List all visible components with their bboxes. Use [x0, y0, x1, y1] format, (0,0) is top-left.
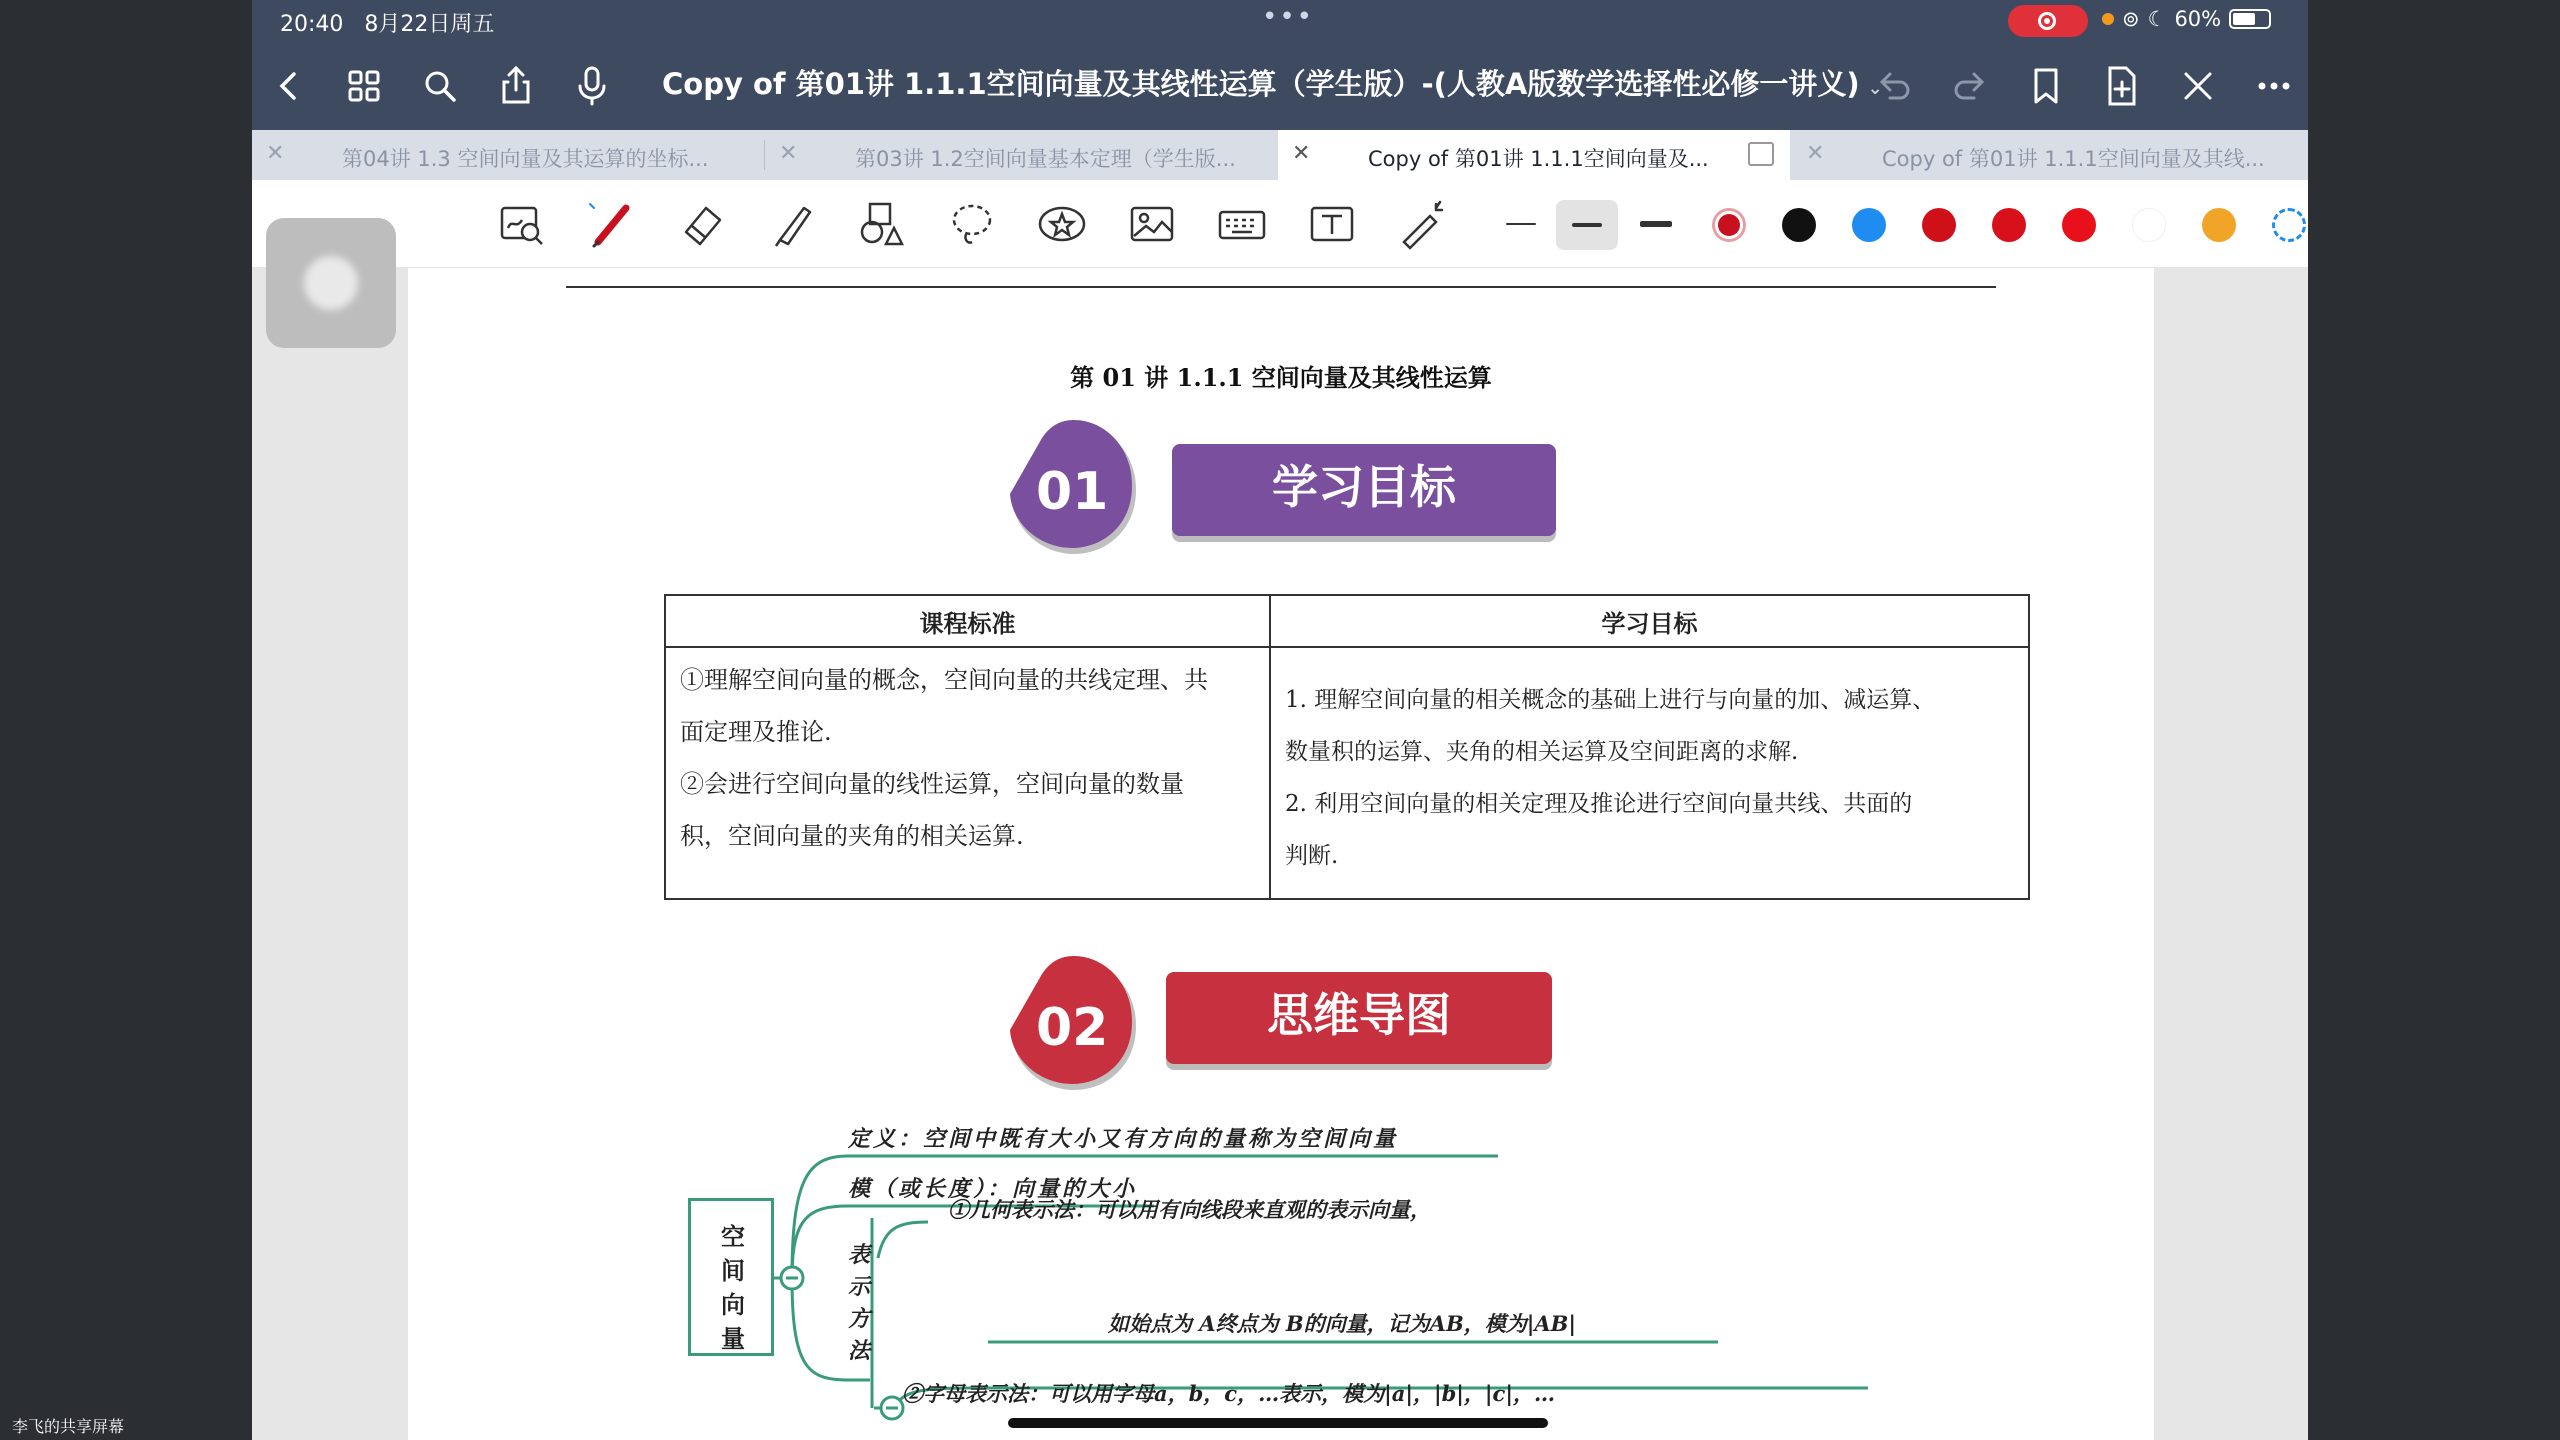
repr-char: 表: [848, 1242, 871, 1268]
cell-line: ①理解空间向量的概念，空间向量的共线定理、共: [680, 666, 1208, 694]
section-01-number: 01: [1036, 462, 1109, 522]
mind-map-geometric-method: ①几何表示法：可以用有向线段来直观的表示向量，: [948, 1197, 1431, 1222]
more-icon[interactable]: [2250, 62, 2298, 110]
split-view-icon[interactable]: [1748, 142, 1774, 166]
color-swatch-black[interactable]: [1782, 208, 1816, 242]
battery-percent: 60%: [2174, 7, 2222, 31]
section-02-number: 02: [1036, 998, 1109, 1058]
highlighter-icon[interactable]: [766, 198, 818, 250]
document-title-text: Copy of 第01讲 1.1.1空间向量及其线性运算（学生版）-(人教A版数学选择性必修一讲义): [662, 67, 1860, 101]
document-title[interactable]: [662, 62, 1883, 103]
mind-map-modulus: 模（或长度）：向量的大小: [848, 1176, 1138, 1202]
root-char: 空: [721, 1222, 745, 1251]
pen-tool-icon[interactable]: [586, 198, 638, 250]
tab-lesson-01-copy[interactable]: ✕ Copy of 第01讲 1.1.1空间向量及其线...: [1806, 141, 2265, 171]
laser-pointer-icon[interactable]: [1396, 198, 1448, 250]
table-cell-learning-goal: [1270, 647, 2029, 899]
grid-view-icon[interactable]: [340, 62, 388, 110]
color-swatch-blue[interactable]: [1852, 208, 1886, 242]
repr-char: 示: [848, 1274, 871, 1300]
mind-map-root: [688, 1198, 774, 1356]
color-swatch-red-3[interactable]: [1992, 208, 2026, 242]
table-header: 课程标准: [665, 595, 1270, 647]
screen-recording-indicator[interactable]: [2008, 5, 2088, 37]
drawing-tools-bar: [252, 180, 2308, 268]
header-rule: [566, 286, 1996, 288]
bookmark-icon[interactable]: [2022, 62, 2070, 110]
root-char: 量: [721, 1324, 745, 1353]
share-icon[interactable]: [492, 62, 540, 110]
tab-lesson-03[interactable]: ✕ 第03讲 1.2空间向量基本定理（学生版...: [779, 141, 1236, 171]
color-picker-icon[interactable]: [2272, 208, 2306, 242]
table-row: [665, 647, 2029, 899]
back-chevron-icon[interactable]: [264, 62, 312, 110]
keyboard-icon[interactable]: [1216, 198, 1268, 250]
link-icon: ⊚: [2122, 7, 2140, 31]
mind-map-letter-method: ②字母表示法：可以用字母a，b，c，…表示，模为|a|，|b|，|c|，…: [902, 1381, 1555, 1406]
eraser-icon[interactable]: [676, 198, 728, 250]
color-swatch-red-2[interactable]: [1922, 208, 1956, 242]
table-header-row: [665, 595, 2029, 647]
mind-map-geometric-example: 如始点为 A终点为 B的向量，记为AB，模为|AB|: [1108, 1311, 1577, 1336]
moon-icon: ☾: [2147, 7, 2167, 31]
ipad-screen: [252, 0, 2308, 1440]
tab-active-lesson-01[interactable]: ✕ Copy of 第01讲 1.1.1空间向量及...: [1278, 130, 1790, 180]
cell-line: 数量积的运算、夹角的相关运算及空间距离的求解.: [1285, 739, 1799, 765]
cell-line: 积，空间向量的夹角的相关运算.: [680, 822, 1024, 850]
home-indicator[interactable]: [1008, 1418, 1548, 1428]
stroke-thick[interactable]: [1640, 221, 1672, 227]
cell-line: 1. 理解空间向量的相关概念的基础上进行与向量的加、减运算、: [1285, 687, 1936, 713]
cell-line: 2. 利用空间向量的相关定理及推论进行空间向量共线、共面的: [1285, 791, 1913, 817]
status-time: 20:40 8月22日周五: [280, 12, 495, 37]
learning-goals-table: [664, 594, 2030, 900]
shapes-icon[interactable]: [856, 198, 908, 250]
color-swatch-orange[interactable]: [2202, 208, 2236, 242]
text-box-icon[interactable]: [1306, 198, 1358, 250]
app-toolbar: [252, 42, 2308, 130]
status-bar: [252, 0, 2308, 42]
lesson-title: 第 01 讲 1.1.1 空间向量及其线性运算: [1070, 363, 1492, 392]
add-page-icon[interactable]: [2098, 62, 2146, 110]
close-icon[interactable]: ✕: [779, 141, 798, 166]
root-char: 向: [721, 1290, 745, 1319]
section-01-title: 学习目标: [1272, 460, 1456, 514]
color-swatch-red-4[interactable]: [2062, 208, 2096, 242]
close-icon[interactable]: ✕: [1292, 141, 1311, 166]
color-swatch-red-selected[interactable]: [1712, 208, 1746, 242]
image-icon[interactable]: [1126, 198, 1178, 250]
tab-lesson-04[interactable]: ✕ 第04讲 1.3 空间向量及其运算的坐标...: [266, 141, 709, 171]
document-tab-bar: [252, 130, 2308, 180]
mind-map-definition: 定义：空间中既有大小又有方向的量称为空间向量: [848, 1126, 1399, 1152]
document-page: [408, 268, 2154, 1440]
cell-line: 面定理及推论.: [680, 718, 832, 746]
section-02-title: 思维导图: [1267, 988, 1451, 1042]
lasso-icon[interactable]: [946, 198, 998, 250]
cell-line: 判断.: [1285, 843, 1339, 869]
microphone-icon[interactable]: [568, 62, 616, 110]
screen-share-watermark: 李飞的共享屏幕: [12, 1417, 125, 1436]
table-cell-curriculum-standard: [665, 647, 1270, 899]
stroke-thin[interactable]: [1506, 223, 1536, 225]
search-icon[interactable]: [416, 62, 464, 110]
stroke-medium-selected[interactable]: [1556, 200, 1618, 250]
root-char: 间: [721, 1256, 745, 1285]
close-icon[interactable]: ✕: [1806, 141, 1825, 166]
repr-char: 法: [848, 1338, 871, 1364]
undo-icon[interactable]: [1867, 62, 1918, 110]
record-icon: [2038, 12, 2056, 30]
section-02-banner: [1166, 972, 1552, 1064]
mind-map: [688, 1108, 1988, 1440]
mic-in-use-dot: [2102, 13, 2114, 25]
status-indicators: [2102, 7, 2271, 31]
sticker-icon[interactable]: [1036, 198, 1088, 250]
assistive-touch-button[interactable]: [266, 218, 396, 348]
table-header: 学习目标: [1270, 595, 2029, 647]
color-swatch-white[interactable]: [2132, 208, 2166, 242]
zoom-window-icon[interactable]: [496, 198, 548, 250]
multitask-dots[interactable]: •••: [1262, 2, 1315, 32]
cell-line: ②会进行空间向量的线性运算，空间向量的数量: [680, 770, 1184, 798]
repr-char: 方: [848, 1306, 871, 1332]
battery-icon: [2229, 9, 2271, 29]
pen-off-icon[interactable]: [2174, 62, 2222, 110]
redo-icon[interactable]: [1946, 62, 1994, 110]
close-icon[interactable]: ✕: [266, 141, 285, 166]
chevron-down-icon[interactable]: ⌄: [1867, 78, 1883, 99]
section-01-banner: [1172, 444, 1556, 536]
